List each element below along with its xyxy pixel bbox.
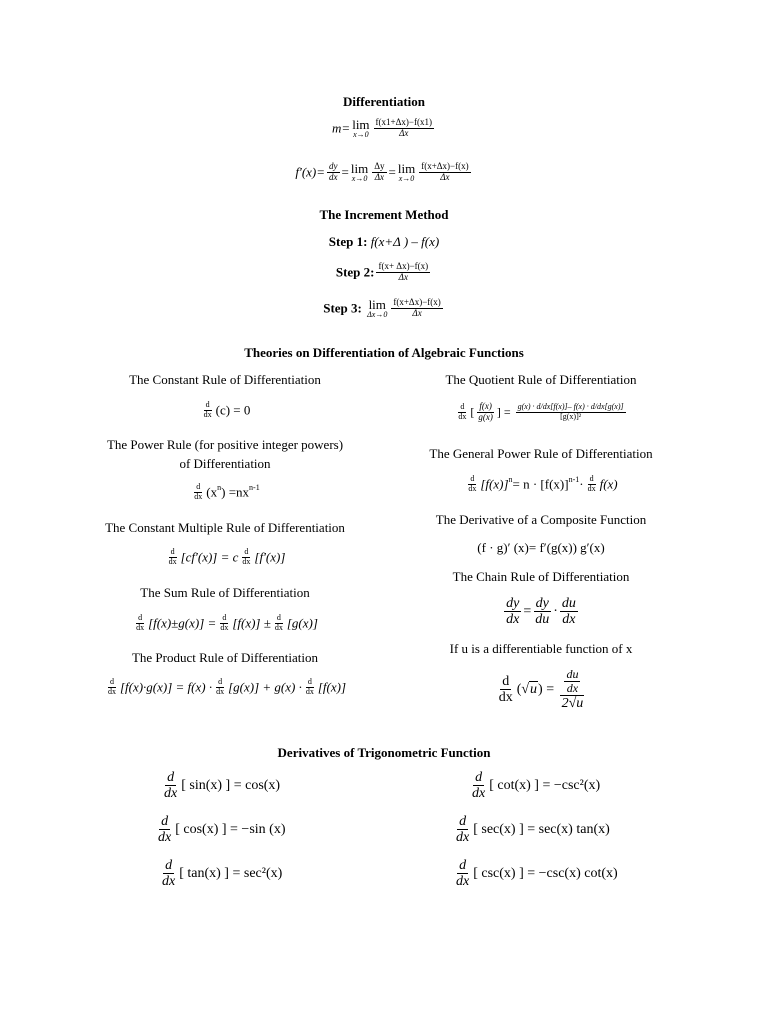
dx-small: dx: [542, 402, 551, 412]
lim-text: lim: [397, 161, 416, 176]
sum-b: [f(x)] ±: [232, 615, 271, 631]
d-num: d: [165, 858, 173, 873]
d-num: d: [459, 814, 467, 829]
dx-den: dx: [329, 172, 338, 182]
dx-den: dx: [136, 622, 145, 632]
equals: =: [388, 164, 396, 180]
slope-numerator: f(x1+Δx)−f(x1): [375, 117, 432, 128]
dx-den: dx: [305, 686, 314, 696]
sum-rule-expr: [60, 614, 390, 633]
chain-dy: dy: [506, 596, 520, 611]
d-num: d: [589, 474, 594, 484]
step-2: [0, 262, 768, 283]
trig-sin-expr: [ sin(x) ] = cos(x): [181, 777, 281, 793]
gp-c: ·: [579, 476, 584, 492]
dx-den: dx: [587, 483, 596, 493]
trig-sec-expr: [ sec(x) ] = sec(x) tan(x): [473, 821, 610, 837]
dx-den: dx: [274, 622, 283, 632]
dx-den: dx: [498, 690, 513, 706]
chain-du2: du: [561, 596, 576, 611]
d-num: d: [460, 402, 465, 412]
d-num: d: [502, 673, 510, 689]
dx-den: dx: [456, 830, 470, 846]
constant-expr: (c) = 0: [215, 402, 251, 418]
power-rule-title-1: The Power Rule (for positive integer powers): [106, 437, 344, 452]
power-a: (x: [206, 484, 218, 500]
two-sqrt-u: 2√u: [561, 696, 584, 712]
d-num: d: [470, 474, 475, 484]
trig-heading: Derivatives of Trigonometric Function: [277, 745, 491, 760]
dx-den: dx: [472, 786, 486, 802]
sqrt-derivative-expr: $\frac{d}{dx}$ (√u) = $\frac{du}{dx}$ 2√u: [498, 667, 584, 712]
sum-rule-title: The Sum Rule of Differentiation: [140, 585, 310, 600]
chain-dx2: dx: [562, 612, 576, 628]
delta-y: Δy: [374, 161, 385, 172]
q-num-c: [g(x)]: [604, 402, 624, 412]
dx-den: dx: [566, 681, 579, 696]
step1-label: Step 1:: [328, 234, 368, 249]
step3-label: Step 3:: [323, 300, 362, 316]
dy-num: dy: [329, 161, 338, 172]
constant-multiple-expr: [60, 548, 390, 567]
d-num: d: [218, 677, 223, 686]
cmult-b: [f′(x)]: [254, 549, 286, 565]
q-gx: g(x): [478, 411, 493, 422]
chain-rule-expr: [396, 596, 686, 628]
dx-den: dx: [107, 686, 116, 696]
sqrt-u: u: [530, 681, 538, 697]
lim-text: lim: [368, 297, 386, 312]
d-num: d: [170, 547, 175, 556]
trig-tan: [158, 858, 282, 890]
dx-den: dx: [203, 409, 212, 419]
trig-cot-expr: [ cot(x) ] = −csc²(x): [489, 777, 601, 793]
definition-denominator: Δx: [440, 172, 450, 182]
composite-expr: (f · g)′ (x)= f′(g(x)) g′(x): [477, 540, 605, 555]
constant-rule-expr: [60, 401, 390, 420]
trig-tan-expr: [ tan(x) ] = sec²(x): [179, 865, 283, 881]
q-num-b: [f(x)]– f(x) ·: [550, 402, 589, 412]
fprime-lhs: f′(x)=: [295, 164, 326, 180]
trig-cos: [154, 814, 285, 846]
slope-formula: [0, 118, 768, 139]
step-1: [0, 234, 768, 250]
step3-numerator: f(x+Δx)−f(x): [393, 297, 441, 308]
quotient-rule-expr: $\frac{d}{dx}$ [ $\frac{f(x)}{g(x)}$ ] = $\frac{g(x) \cdot d/dx[f(x)]- f(x) \cdot d/dx[g(x)]}{\text{[g(x)]²}}$: [458, 401, 624, 422]
step2-numerator: f(x+ Δx)−f(x): [378, 261, 429, 271]
d-num: d: [205, 400, 210, 409]
lim-sub: Δx→0: [367, 310, 388, 319]
step1-expr: f(x+Δ ) – f(x): [370, 234, 440, 249]
d-num: d: [459, 858, 467, 873]
power-b: ) =nx: [221, 484, 250, 500]
chain-du: du: [535, 612, 550, 628]
dx-den: dx: [164, 786, 178, 802]
d-num: d: [138, 613, 143, 622]
power-sup2: n-1: [249, 483, 260, 492]
d-num: d: [167, 770, 175, 785]
d-small: d: [590, 402, 595, 412]
sum-a: [f(x)±g(x)] =: [148, 615, 217, 631]
slope-lhs: m=: [332, 120, 351, 136]
dx-den: dx: [168, 556, 177, 566]
slope-denominator: Δx: [399, 128, 409, 138]
gp-sup: n: [508, 475, 513, 484]
page-title: Differentiation: [342, 94, 426, 109]
power-rule-expr: [60, 483, 390, 502]
gp-a: [f(x)]: [480, 476, 509, 492]
definition-numerator: f(x+Δx)−f(x): [421, 161, 469, 172]
chain-dot: ·: [553, 603, 558, 619]
derivative-definition: [0, 162, 768, 183]
sum-c: [g(x)]: [286, 615, 318, 631]
dx-den: dx: [162, 874, 176, 890]
q-num-a: g(x) ·: [517, 402, 535, 412]
quotient-rule-title: The Quotient Rule of Differentiation: [445, 372, 637, 387]
product-b: [g(x)] + g(x) ·: [228, 679, 302, 695]
chain-rule-title: The Chain Rule of Differentiation: [452, 569, 630, 584]
cmult-a: [cf′(x)] = c: [180, 549, 239, 565]
dx-den: dx: [220, 622, 229, 632]
d-num: d: [307, 677, 312, 686]
lim-sub: x→0: [351, 174, 368, 183]
constant-multiple-title: The Constant Multiple Rule of Differentiation: [105, 520, 345, 535]
gp-d: f(x): [599, 476, 618, 492]
increment-heading: The Increment Method: [319, 207, 449, 222]
dx-den: dx: [458, 411, 467, 421]
dx-den: dx: [216, 686, 225, 696]
dx-den: dx: [468, 483, 477, 493]
ifu-title: If u is a differentiable function of x: [449, 641, 633, 656]
d-num: d: [244, 547, 249, 556]
composite-title: The Derivative of a Composite Function: [435, 512, 647, 527]
chain-dy2: dy: [535, 596, 549, 611]
constant-rule-title: The Constant Rule of Differentiation: [129, 372, 321, 387]
trig-cos-expr: [ cos(x) ] = −sin (x): [175, 821, 286, 837]
general-power-expr: [396, 475, 686, 494]
d-num: d: [222, 613, 227, 622]
dx-den: dx: [456, 874, 470, 890]
dx-small: dx: [596, 402, 605, 412]
d-num: d: [475, 770, 483, 785]
d-num: d: [196, 482, 201, 492]
equals: =: [523, 603, 532, 619]
lim-text: lim: [352, 117, 370, 132]
d-num: d: [276, 613, 281, 622]
dx-den: dx: [242, 556, 251, 566]
theories-heading: Theories on Differentiation of Algebraic Functions: [244, 345, 524, 360]
dx-den: dx: [194, 491, 203, 501]
trig-cot: [468, 770, 600, 802]
chain-dx: dx: [506, 612, 520, 628]
q-den: [g(x)]²: [560, 411, 582, 421]
power-sup: n: [217, 483, 222, 492]
gp-b: = n · [f(x)]: [512, 476, 569, 492]
trig-sec: [452, 814, 610, 846]
general-power-title: The General Power Rule of Differentiation: [429, 446, 653, 461]
step2-label: Step 2:: [335, 264, 375, 280]
d-num: d: [161, 814, 169, 829]
step-3: [0, 298, 768, 319]
product-rule-title: The Product Rule of Differentiation: [131, 650, 319, 665]
dx-den: dx: [158, 830, 172, 846]
trig-csc-expr: [ csc(x) ] = −csc(x) cot(x): [473, 865, 618, 881]
trig-csc: [452, 858, 618, 890]
lim-text: lim: [350, 161, 369, 176]
step3-denominator: Δx: [412, 308, 422, 318]
trig-sin: [160, 770, 280, 802]
delta-x: Δx: [374, 172, 384, 182]
lim-sub: x→0: [353, 130, 369, 139]
d-small: d: [536, 402, 541, 412]
gp-sup2: n-1: [568, 475, 580, 484]
power-rule-title-2: of Differentiation: [179, 456, 271, 471]
lim-sub: x→0: [398, 174, 415, 183]
du-num: du: [566, 667, 579, 681]
equals: =: [341, 164, 349, 180]
product-rule-expr: [60, 678, 390, 697]
product-c: [f(x)]: [317, 679, 347, 695]
product-a: [f(x)·g(x)] = f(x) ·: [119, 679, 213, 695]
step2-denominator: Δx: [398, 271, 408, 282]
q-fx: f(x): [479, 401, 492, 411]
d-num: d: [109, 677, 114, 686]
